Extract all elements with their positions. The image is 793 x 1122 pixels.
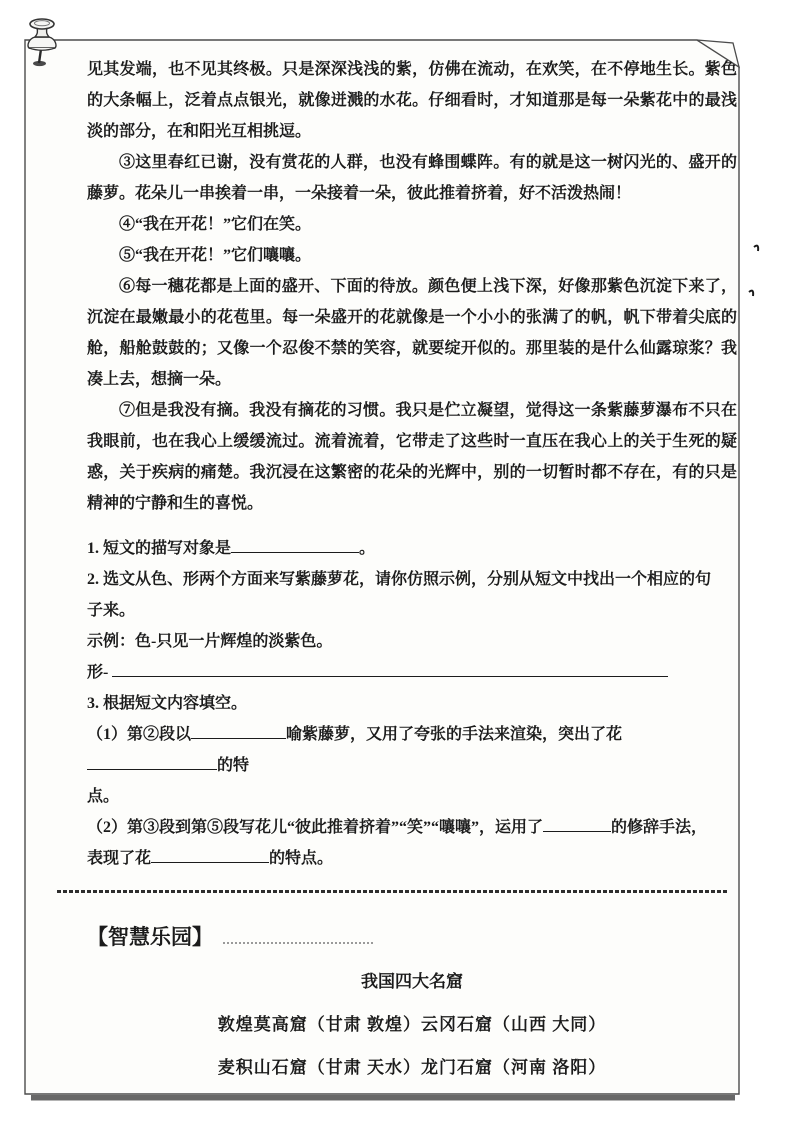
- question-3-item2-line2: [87, 843, 737, 874]
- passage-paragraph: ④“我在开花！”它们在笑。: [119, 216, 312, 233]
- grottoes-line: 敦煌莫高窟（甘肃 敦煌）云冈石窟（山西 大同）: [217, 1015, 607, 1034]
- question-1-text: 1. 短文的描写对象是: [87, 540, 232, 557]
- question-3-item2-line1: [87, 812, 737, 843]
- q3-1-suffix: 的特: [217, 757, 250, 774]
- dotted-trail: [223, 932, 373, 944]
- passage-paragraph: ⑦但是我没有摘。我没有摘花的习惯。我只是伫立凝望，觉得这一条紫藤萝瀑布不只在我眼前，也在我心上缓缓流过。流着流着，它带走了这些时一直压在我心上的关于生死的疑惑，关于疾病的痛楚。我沉浸在这繁密的花朵的光辉中，别的一切暂时都不存在，有的只是精神的宁静和生的喜悦。: [87, 402, 737, 512]
- q3-1-mid: 喻紫藤萝，又用了夸张的手法来渲染，突出了花: [286, 726, 623, 743]
- wisdom-section: [87, 920, 737, 1083]
- grottoes-title: 我国四大名窟: [361, 972, 463, 991]
- q3-2-prefix2: 表现了花: [87, 850, 152, 867]
- question-3-item1-line2: 点。: [87, 788, 120, 805]
- question-1: [87, 533, 737, 564]
- scan-mark: [749, 291, 753, 296]
- question-3-heading: 3. 根据短文内容填空。: [87, 695, 248, 712]
- answer-blank: [151, 847, 269, 863]
- q3-1-prefix: （1）第②段以: [87, 726, 192, 743]
- q3-2-suffix2: 的特点。: [269, 850, 334, 867]
- question-2-example: 示例：色-只见一片辉煌的淡紫色。: [87, 633, 333, 650]
- q3-2-prefix: （2）第③段到第⑤段写花儿“彼此推着挤着”“笑”“嚷嚷”，运用了: [87, 819, 544, 836]
- answer-blank: [112, 661, 668, 677]
- passage-paragraph: ⑥每一穗花都是上面的盛开、下面的待放。颜色便上浅下深，好像那紫色沉淀下来了，沉淀在最嫩最小的花苞里。每一朵盛开的花就像是一个小小的张满了的帆，帆下带着尖底的舱，船舱鼓鼓的；又像一个忍俊不禁的笑容，就要绽开似的。那里装的是什么仙露琼浆？我凑上去，想摘一朵。: [87, 278, 737, 388]
- worksheet-page: [25, 40, 739, 1083]
- question-1-period: 。: [359, 540, 376, 557]
- q3-2-suffix1: 的修辞手法，: [611, 819, 708, 836]
- passage-paragraph: 见其发端，也不见其终极。只是深深浅浅的紫，仿佛在流动，在欢笑，在不停地生长。紫色的大条幅上，泛着点点银光，就像迸溅的水花。仔细看时，才知道那是每一朵紫花中的最浅淡的部分，在和阳光互相挑逗。: [87, 61, 737, 140]
- question-2-shape-line: [87, 657, 737, 688]
- grottoes-line: 麦积山石窟（甘肃 天水）龙门石窟（河南 洛阳）: [217, 1058, 607, 1077]
- passage-paragraph: ⑤“我在开花！”它们嚷嚷。: [119, 247, 312, 264]
- questions-section: [87, 533, 737, 874]
- question-2-line2: 子来。: [87, 602, 136, 619]
- shape-label: 形-: [87, 664, 109, 681]
- pushpin-icon: [22, 17, 62, 69]
- question-2-line1: 2. 选文从色、形两个方面来写紫藤萝花，请你仿照示例，分别从短文中找出一个相应的句: [87, 571, 712, 588]
- answer-blank: [543, 816, 611, 832]
- wisdom-heading: 【智慧乐园】: [87, 925, 213, 949]
- answer-blank: [191, 723, 286, 739]
- passage-paragraph: ③这里春红已谢，没有赏花的人群，也没有蜂围蝶阵。有的就是这一树闪光的、盛开的藤萝。花朵儿一串挨着一串，一朵接着一朵，彼此推着挤着，好不活泼热闹！: [87, 154, 737, 202]
- answer-blank: [231, 537, 359, 553]
- page-bottom-shadow: [31, 1095, 735, 1101]
- scan-mark: [754, 246, 758, 251]
- section-divider: [57, 890, 729, 893]
- question-3-item1-line1: [87, 719, 737, 781]
- answer-blank: [87, 754, 217, 770]
- wisdom-heading-row: [87, 920, 737, 954]
- reading-passage: [87, 54, 737, 519]
